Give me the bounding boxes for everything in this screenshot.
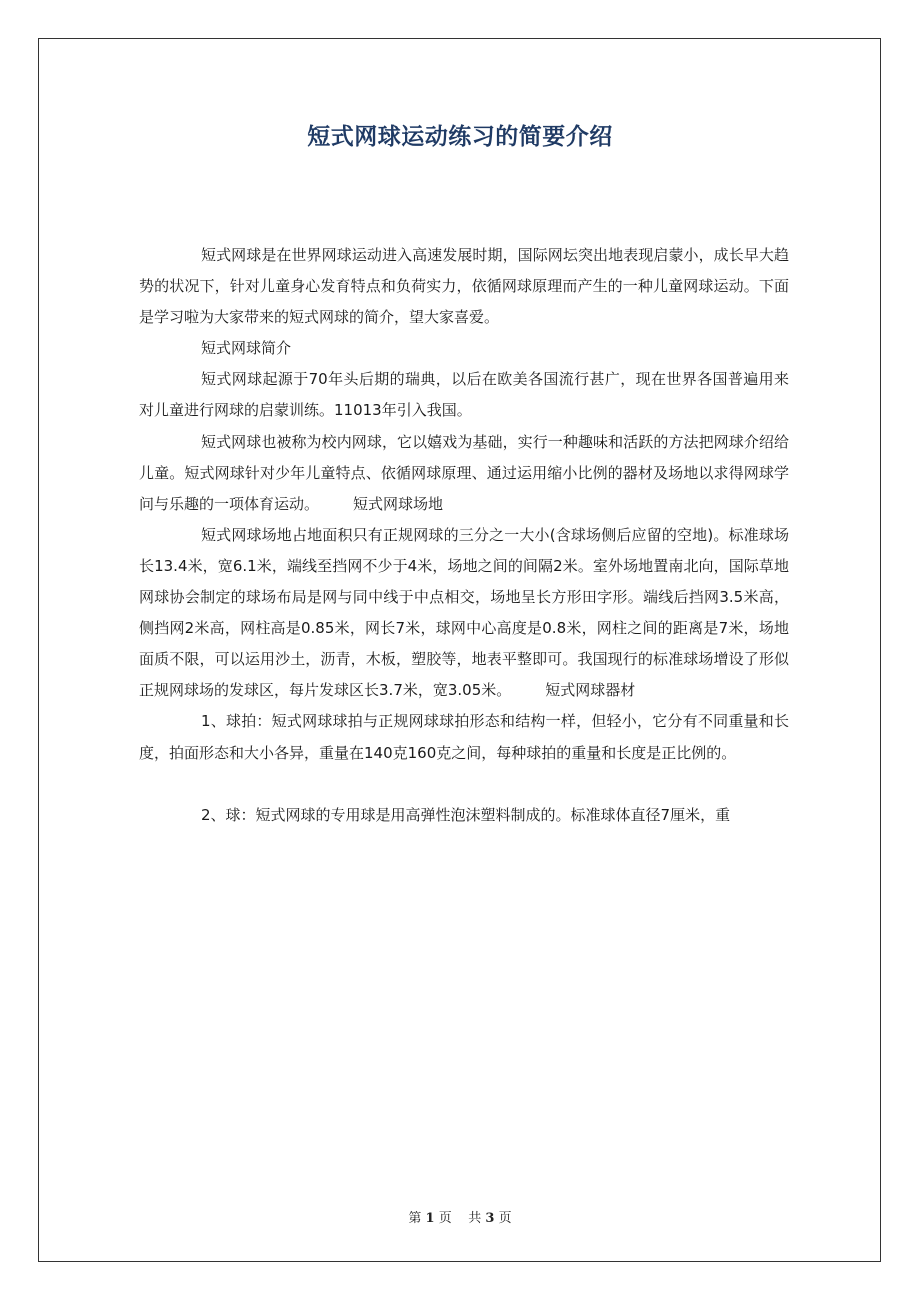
intro-paragraph: 短式网球是在世界网球运动进入高速发展时期，国际网坛突出地表现启蒙小，成长早大趋势的状况下，针对儿童身心发育特点和负荷实力，依循网球原理而产生的一种儿童网球运动。下面是学习啦为大家带来的短式网球的简介，望大家喜爱。 bbox=[139, 246, 789, 327]
school-paragraph bbox=[139, 427, 789, 520]
footer-page-number: 1 bbox=[425, 1211, 435, 1226]
court-text: 短式网球场地占地面积只有正规网球的三分之一大小(含球场侧后应留的空地)。标准球场长13.4米，宽6.1米，端线至挡网不少于4米，场地之间的间隔2米。室外场地置南北向，国际草地网球协会制定的球场布局是网与同中线于中点相交，场地呈长方形田字形。端线后挡网3.5米高，侧挡网2米高，网柱高是0.85米，网长7米，球网中心高度是0.8米，网柱之间的距离是7米，场地面质不限，可以运用沙土，沥青，木板，塑胶等，地表平整即可。我国现行的标准球场增设了形似正规网球场的发球区，每片发球区长3.7米，宽3.05米。 bbox=[139, 525, 789, 700]
document-body bbox=[139, 240, 789, 831]
footer-total-prefix: 共 bbox=[468, 1211, 482, 1226]
footer-prefix: 第 bbox=[408, 1211, 422, 1226]
document-title: 短式网球运动练习的简要介绍 bbox=[307, 124, 613, 150]
ball-paragraph: 2、球：短式网球的专用球是用高弹性泡沫塑料制成的。标准球体直径7厘米，重 bbox=[201, 805, 731, 824]
section-heading-equipment: 短式网球器材 bbox=[545, 681, 636, 700]
racket-paragraph: 1、球拍：短式网球球拍与正规网球球拍形态和结构一样，但轻小，它分有不同重量和长度，拍面形态和大小各异，重量在140克160克之间，每种球拍的重量和长度是正比例的。 bbox=[139, 712, 789, 762]
page-footer bbox=[0, 1207, 920, 1226]
footer-page-unit: 页 bbox=[438, 1211, 452, 1226]
court-paragraph bbox=[139, 520, 789, 707]
section-heading-court: 短式网球场地 bbox=[353, 494, 444, 513]
footer-total-pages: 3 bbox=[485, 1211, 495, 1226]
section-heading-intro: 短式网球简介 bbox=[201, 339, 292, 358]
footer-total-unit: 页 bbox=[498, 1211, 512, 1226]
origin-paragraph: 短式网球起源于70年头后期的瑞典，以后在欧美各国流行甚广，现在世界各国普遍用来对儿童进行网球的启蒙训练。11013年引入我国。 bbox=[139, 370, 789, 420]
school-text: 短式网球也被称为校内网球，它以嬉戏为基础，实行一种趣味和活跃的方法把网球介绍给儿童。短式网球针对少年儿童特点、依循网球原理、通过运用缩小比例的器材及场地以求得网球学问与乐趣的一项体育运动。 bbox=[139, 432, 789, 513]
